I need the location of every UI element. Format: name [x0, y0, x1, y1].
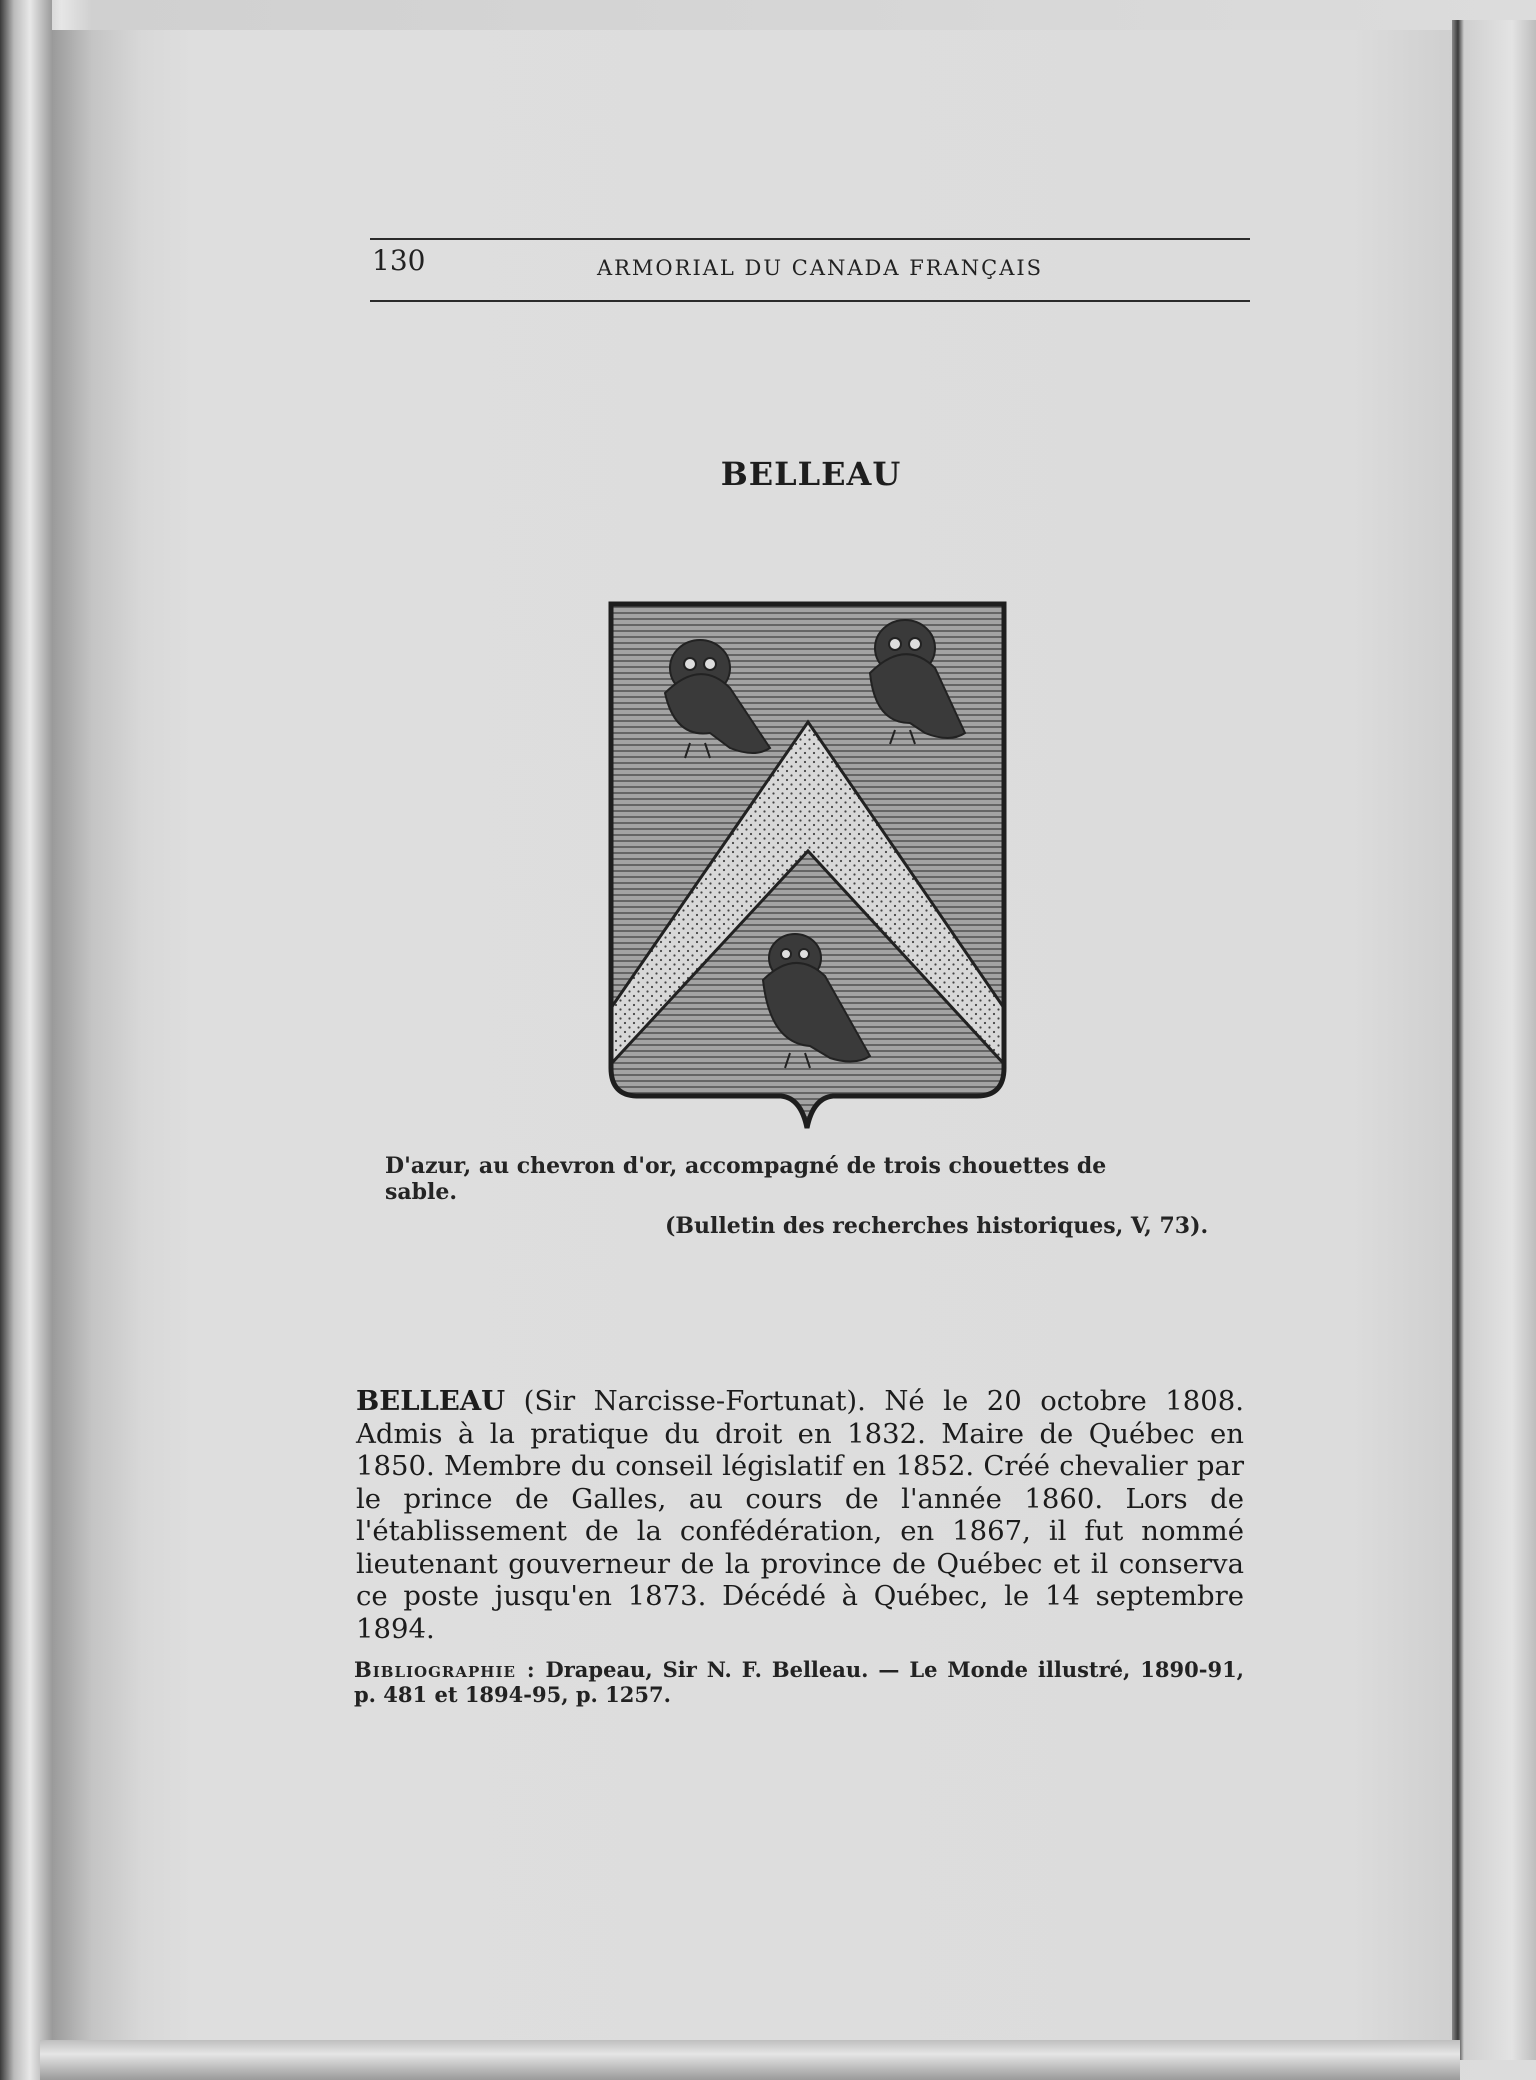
bottom-page-edge	[40, 2040, 1460, 2080]
page-number: 130	[372, 244, 426, 277]
header-rule-top	[370, 238, 1250, 240]
shield-icon	[605, 598, 1010, 1138]
coat-of-arms	[605, 598, 1010, 1138]
source-citation: (Bulletin des recherches historiques, V, 73).	[665, 1213, 1209, 1239]
biography-text: (Sir Narcisse-Fortunat). Né le 20 octobre 1808. Admis à la pratique du droit en 1832. Maire de Québec en 1850. Membre du conseil législatif en 1852. Créé chevalier par le prince de Galles, au cours de l'année 1860. Lors de l'établissement de la confédération, en 1867, il fut nommé lieutenant gouverneur de la province de Québec et il conserva ce poste jusqu'en 1873. Décédé à Québec, le 14 septembre 1894.	[356, 1385, 1244, 1645]
header-rule-bottom	[370, 300, 1250, 302]
bibliography-paragraph	[354, 1657, 1244, 1707]
blazon-caption: D'azur, au chevron d'or, accompagné de trois chouettes de sable.	[385, 1153, 1107, 1205]
family-title: BELLEAU	[720, 455, 902, 493]
biography-name: BELLEAU	[356, 1385, 506, 1417]
biography-paragraph	[356, 1385, 1244, 1645]
running-head: ARMORIAL DU CANADA FRANÇAIS	[596, 256, 1044, 280]
bibliography-text: Drapeau, Sir N. F. Belleau. — Le Monde illustré, 1890-91, p. 481 et 1894-95, p. 1257.	[354, 1657, 1244, 1707]
right-page-edge	[1452, 20, 1536, 2060]
left-page-edge	[0, 0, 52, 2080]
bibliography-label: Bibliographie :	[354, 1657, 536, 1682]
